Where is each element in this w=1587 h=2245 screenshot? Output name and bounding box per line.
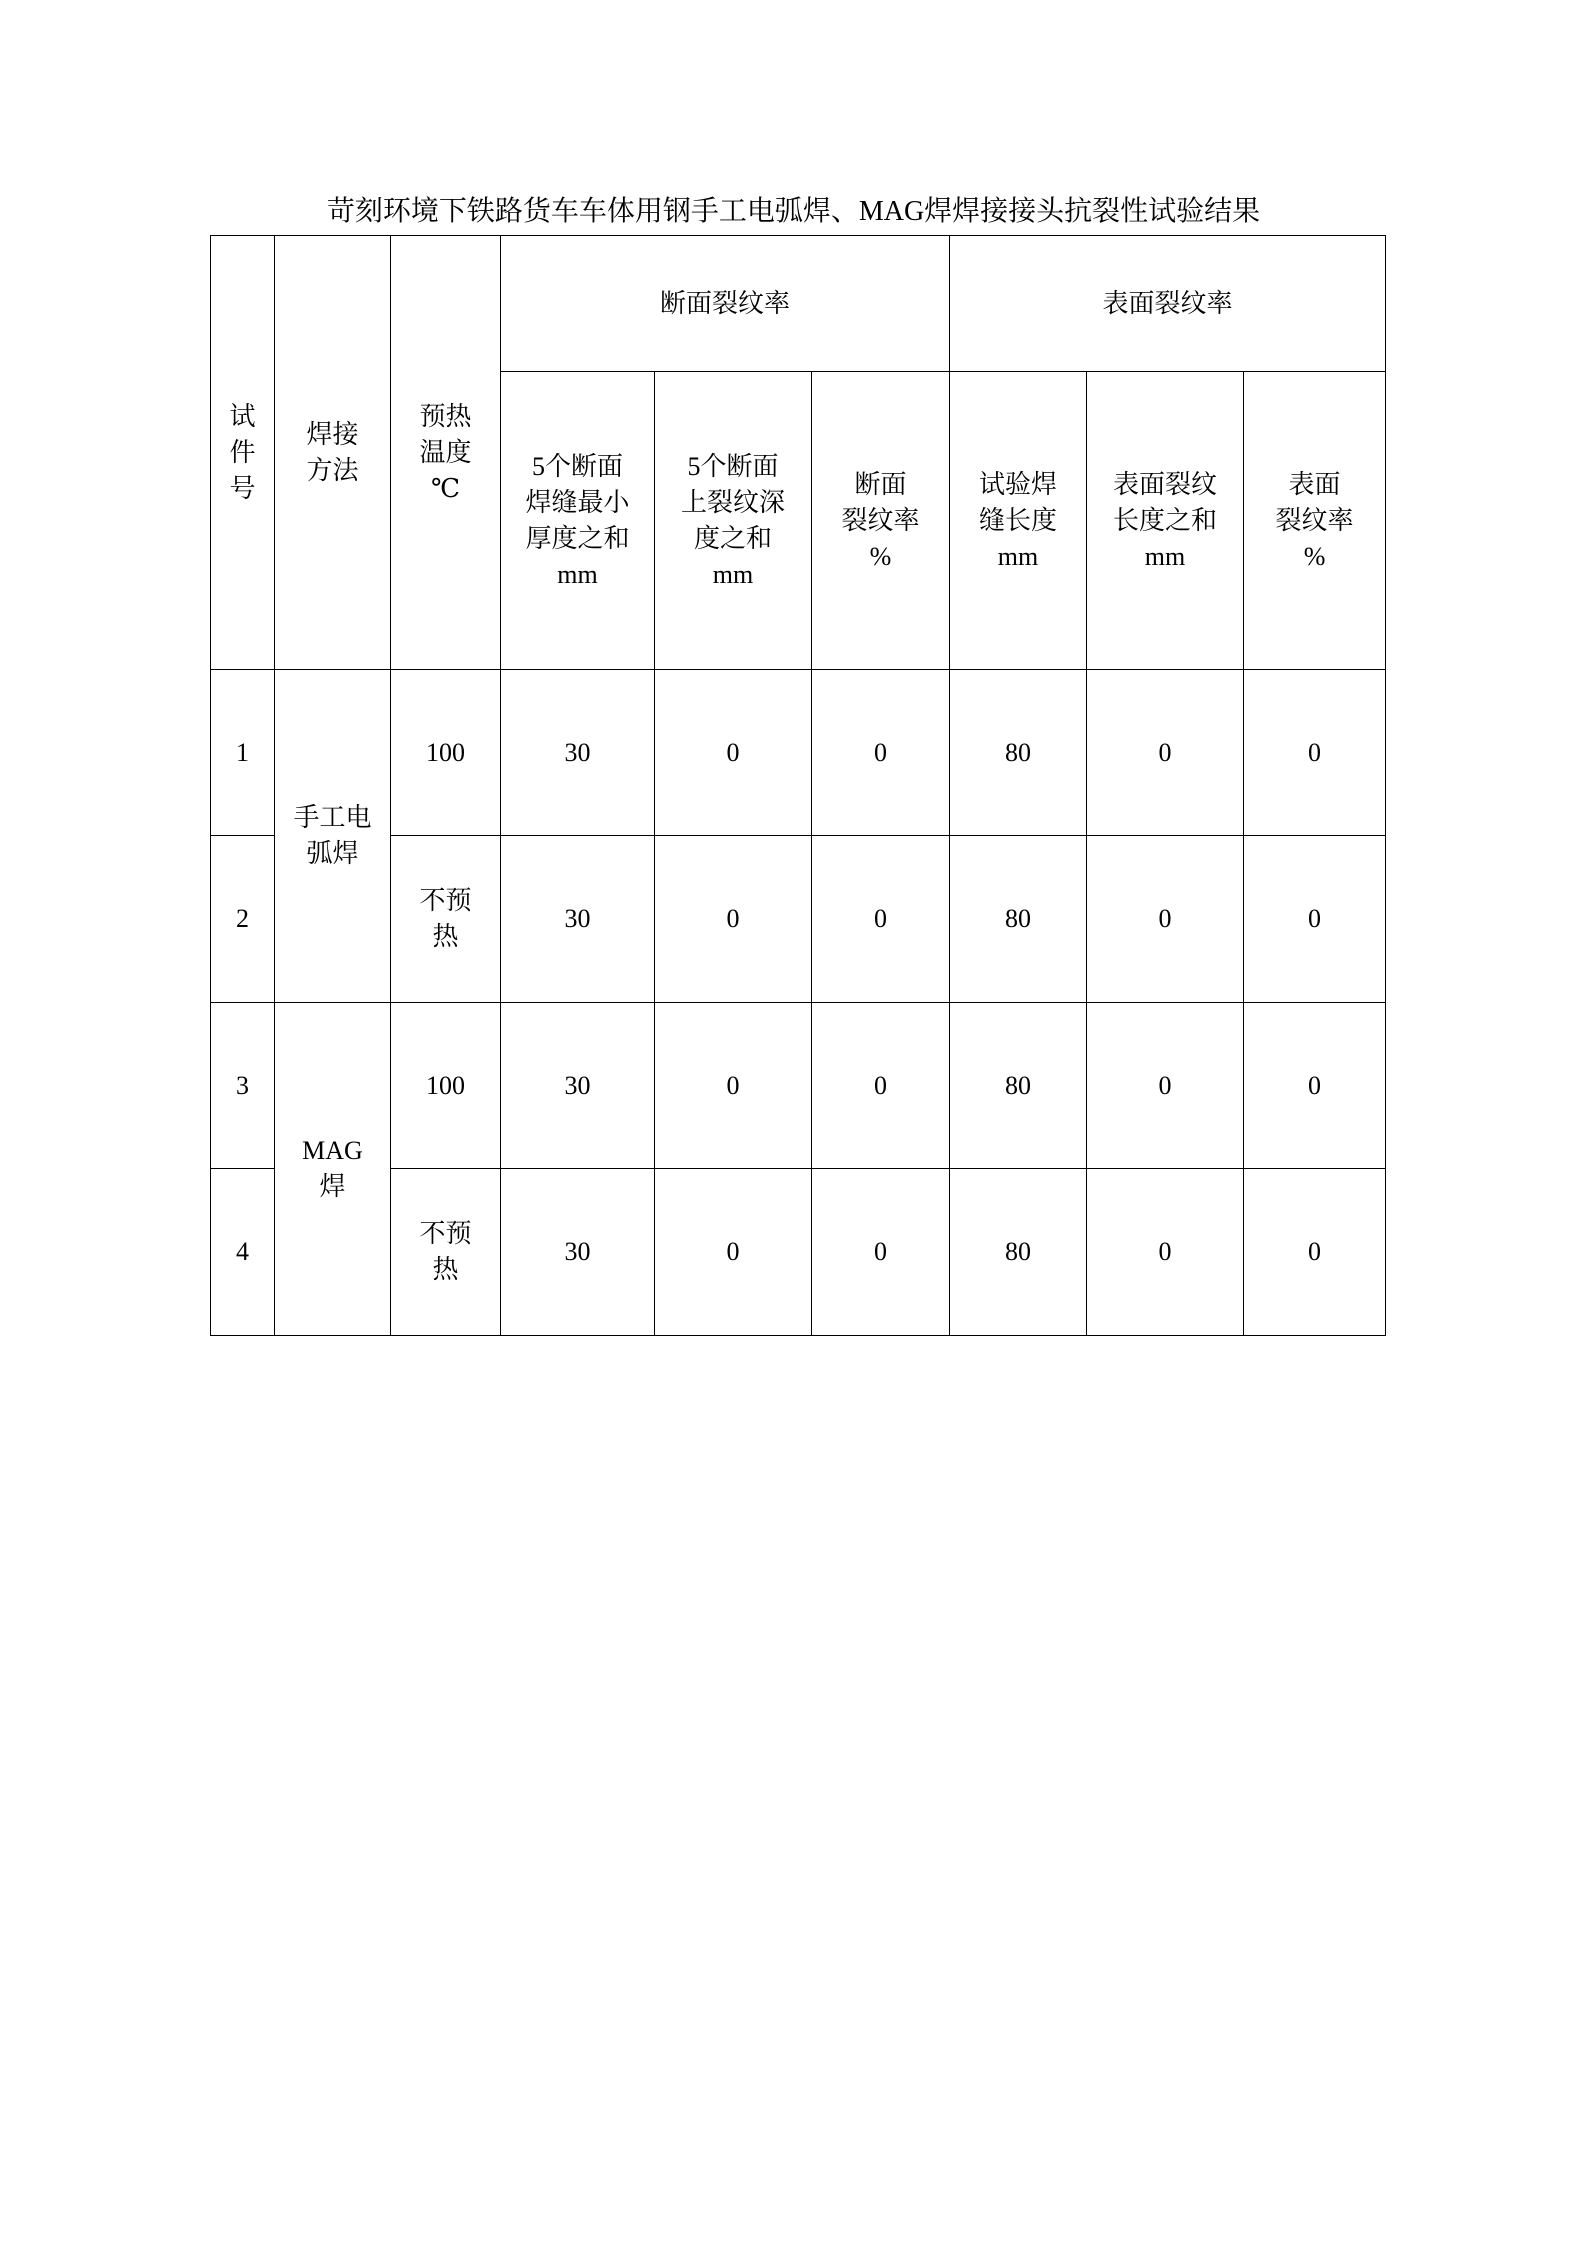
- cell-value: 0: [655, 1169, 812, 1336]
- header-sub-section-thickness-sum: 5个断面 焊缝最小 厚度之和 mm: [501, 372, 655, 670]
- cell-value: 0: [655, 1003, 812, 1169]
- cell-value: 0: [1244, 1169, 1386, 1336]
- cell-value: 0: [1087, 1169, 1244, 1336]
- cell-value: 0: [812, 670, 950, 836]
- cell-value: 0: [1087, 836, 1244, 1003]
- cell-welding-method: 手工电 弧焊: [275, 670, 391, 1003]
- cell-value: 30: [501, 1003, 655, 1169]
- cell-value: 30: [501, 836, 655, 1003]
- cell-value: 0: [812, 836, 950, 1003]
- header-sub-crack-depth-sum: 5个断面 上裂纹深 度之和 mm: [655, 372, 812, 670]
- cell-preheat: 100: [391, 670, 501, 836]
- header-specimen-no: 试 件 号: [211, 236, 275, 670]
- cell-value: 80: [950, 1003, 1087, 1169]
- header-welding-method: 焊接 方法: [275, 236, 391, 670]
- header-row-1: [211, 236, 1386, 372]
- header-preheat-temp: 预热 温度 ℃: [391, 236, 501, 670]
- cell-value: 80: [950, 670, 1087, 836]
- header-sub-section-crack-rate: 断面 裂纹率 %: [812, 372, 950, 670]
- cell-value: 0: [1244, 670, 1386, 836]
- cell-value: 80: [950, 836, 1087, 1003]
- cell-value: 0: [1087, 670, 1244, 836]
- cell-value: 80: [950, 1169, 1087, 1336]
- cell-specimen-no: 1: [211, 670, 275, 836]
- table-row: [211, 1003, 1386, 1169]
- table-row: [211, 670, 1386, 836]
- header-section-crack-rate: 断面裂纹率: [501, 236, 950, 372]
- header-sub-surface-crack-length-sum: 表面裂纹 长度之和 mm: [1087, 372, 1244, 670]
- cell-preheat: 不预 热: [391, 1169, 501, 1336]
- cell-value: 30: [501, 670, 655, 836]
- page-title: 苛刻环境下铁路货车车体用钢手工电弧焊、MAG焊焊接接头抗裂性试验结果: [326, 196, 1261, 227]
- cell-value: 0: [1244, 836, 1386, 1003]
- cell-preheat: 不预 热: [391, 836, 501, 1003]
- cell-specimen-no: 4: [211, 1169, 275, 1336]
- cell-specimen-no: 3: [211, 1003, 275, 1169]
- cell-value: 0: [655, 836, 812, 1003]
- header-sub-weld-length: 试验焊 缝长度 mm: [950, 372, 1087, 670]
- results-table: [210, 235, 1386, 1336]
- header-sub-surface-crack-rate: 表面 裂纹率 %: [1244, 372, 1386, 670]
- cell-preheat: 100: [391, 1003, 501, 1169]
- cell-value: 0: [812, 1169, 950, 1336]
- cell-welding-method: MAG 焊: [275, 1003, 391, 1336]
- cell-value: 0: [655, 670, 812, 836]
- cell-value: 30: [501, 1169, 655, 1336]
- cell-value: 0: [1244, 1003, 1386, 1169]
- cell-value: 0: [812, 1003, 950, 1169]
- header-surface-crack-rate: 表面裂纹率: [950, 236, 1386, 372]
- cell-specimen-no: 2: [211, 836, 275, 1003]
- cell-value: 0: [1087, 1003, 1244, 1169]
